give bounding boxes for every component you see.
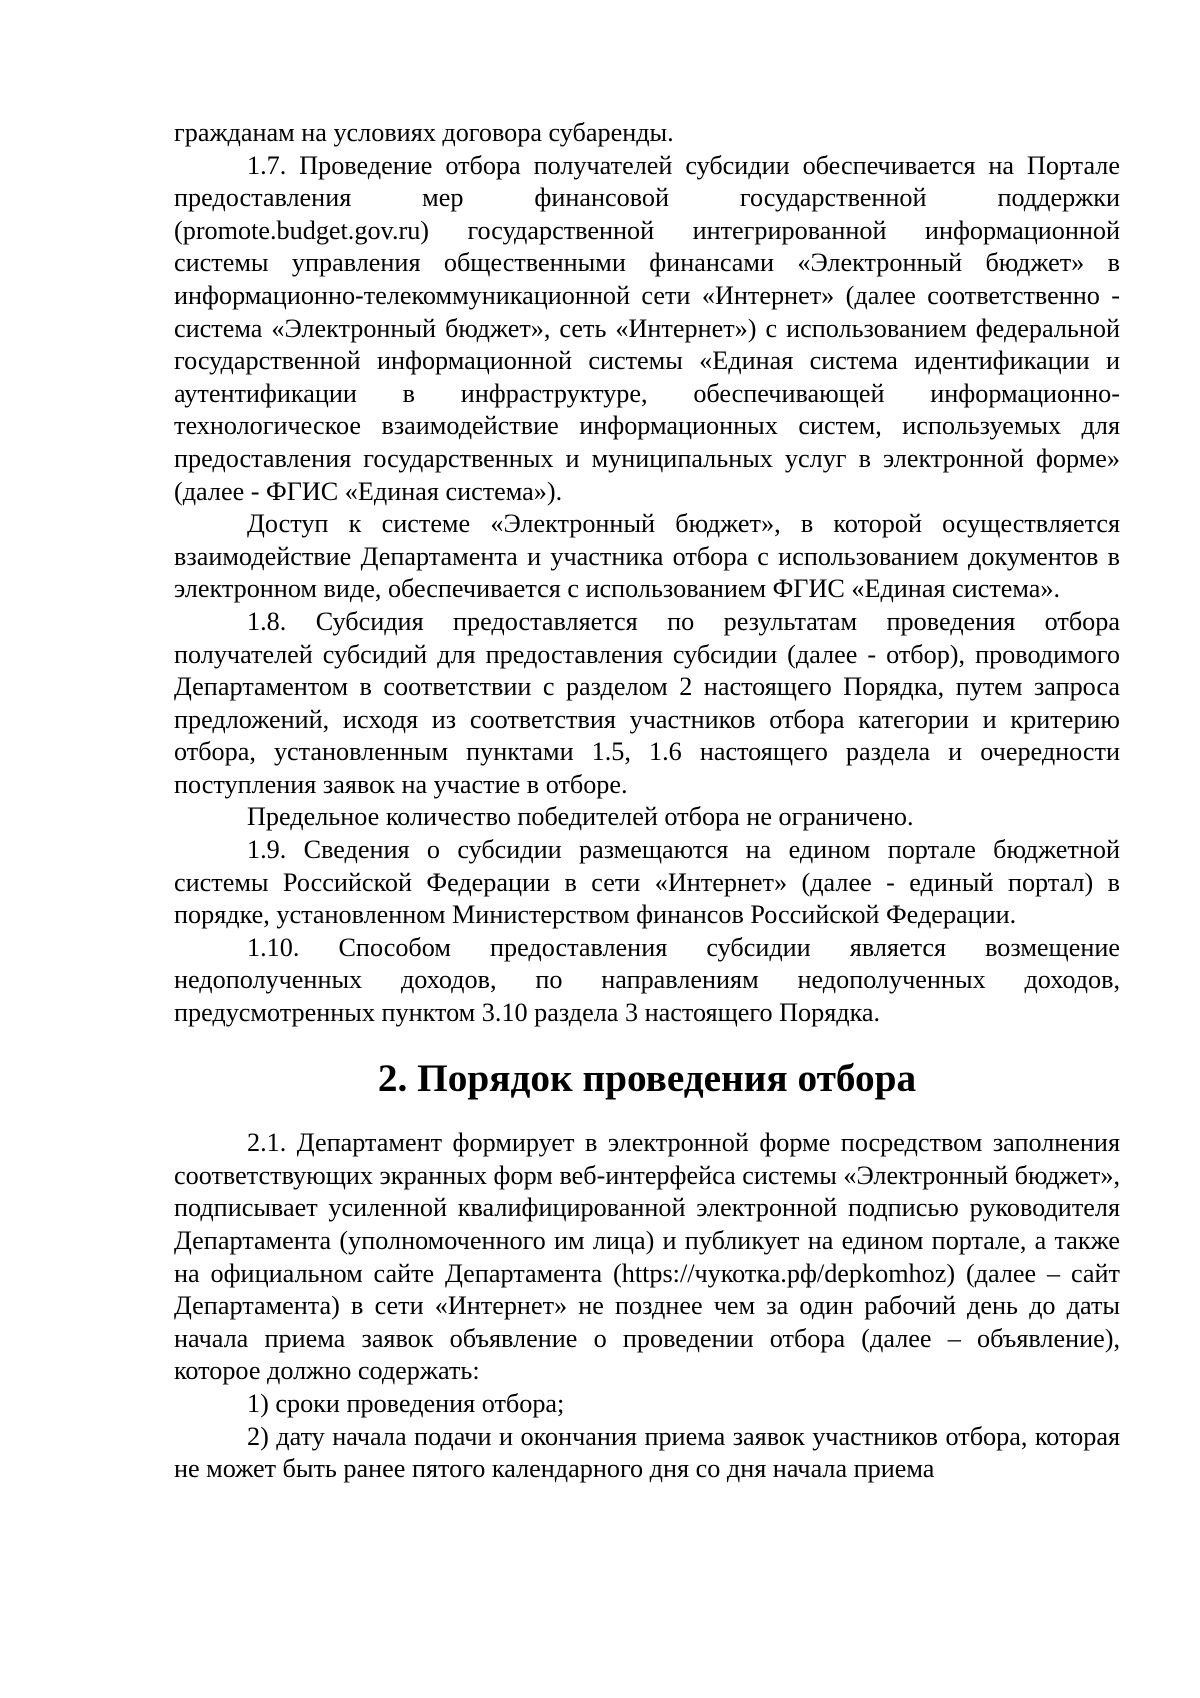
paragraph-access: Доступ к системе «Электронный бюджет», в которой осуществляется взаимодействие Департамента и участника отбора с использованием документов в электронном виде, обеспечивается с использованием ФГИС «Единая система». — [174, 509, 1120, 604]
paragraph-winners-limit: Предельное количество победителей отбора не ограничено. — [247, 802, 914, 832]
paragraph-2-1: 2.1. Департамент формирует в электронной форме посредством заполнения соответствующих экранных форм веб-интерфейса системы «Электронный бюджет», подписывает усиленной квалифицированной электронной подписью руководителя Департамента (уполномоченного им лица) и публикует на едином портале, а также на официальном сайте Департамента (https://чукотка.рф/depkomhoz) (далее – сайт Департамента) в сети «Интернет» не позднее чем за один рабочий день до даты начала приема заявок объявление о проведении отбора (далее – объявление), которое должно содержать: — [174, 1128, 1120, 1386]
section-heading: 2. Порядок проведения отбора — [377, 1055, 917, 1100]
paragraph-1-7: 1.7. Проведение отбора получателей субсидии обеспечивается на Портале предоставления мер финансовой государственной поддержки (promote.budget.gov.ru) государственной интегрированной информационной системы управления общественными финансами «Электронный бюджет» в информационно-телекоммуникационной сети «Интернет» (далее соответственно - система «Электронный бюджет», сеть «Интернет») с использованием федеральной государственной информационной системы «Единая система идентификации и аутентификации в инфраструктуре, обеспечивающей информационно-технологическое взаимодействие информационных систем, используемых для предоставления государственных и муниципальных услуг в электронной форме» (далее - ФГИС «Единая система»). — [174, 150, 1120, 506]
list-item-1: 1) сроки проведения отбора; — [247, 1388, 565, 1418]
paragraph-1-9: 1.9. Сведения о субсидии размещаются на едином портале бюджетной системы Российской Федерации в сети «Интернет» (далее - единый портал) в порядке, установленном Министерством финансов Российской Федерации. — [174, 835, 1120, 930]
document-page — [174, 117, 1120, 1486]
paragraph-continuation: гражданам на условиях договора субаренды. — [174, 118, 674, 147]
list-item-2: 2) дату начала подачи и окончания приема заявок участников отбора, которая не может быть ранее пятого календарного дня со дня начала приема — [174, 1421, 1120, 1484]
paragraph-1-10: 1.10. Способом предоставления субсидии является возмещение недополученных доходов, по направлениям недополученных доходов, предусмотренных пунктом 3.10 раздела 3 настоящего Порядка. — [174, 932, 1120, 1028]
paragraph-1-8: 1.8. Субсидия предоставляется по результатам проведения отбора получателей субсидий для предоставления субсидии (далее - отбор), проводимого Департаментом в соответствии с разделом 2 настоящего Порядка, путем запроса предложений, исходя из соответствия участников отбора категории и критерию отбора, установленным пунктами 1.5, 1.6 настоящего раздела и очередности поступления заявок на участие в отборе. — [174, 606, 1120, 799]
